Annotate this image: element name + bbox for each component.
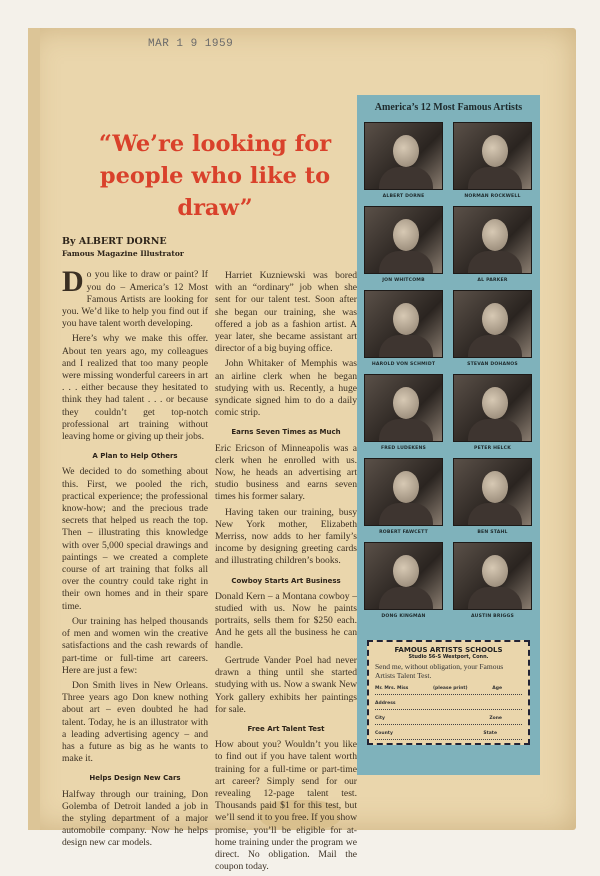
- artist-name: JON WHITCOMB: [382, 278, 425, 283]
- paragraph: Our training has helped thousands of men and women win the creative satisfactions and the cash rewards of part-time or full-time art careers. Here are just a few:: [62, 615, 208, 676]
- artist-card: [364, 542, 443, 621]
- subheading: Helps Design New Cars: [89, 774, 181, 783]
- artist-card: [453, 458, 532, 537]
- spine-edge: [28, 28, 40, 830]
- coupon-address: Studio 56-S Westport, Conn.: [408, 654, 489, 660]
- artist-photo: [364, 458, 443, 526]
- artist-photo: [453, 374, 532, 442]
- subheading: Free Art Talent Test: [247, 724, 325, 733]
- article-column-1: [62, 236, 208, 853]
- artist-photo: [364, 374, 443, 442]
- artist-photo-grid: [364, 122, 534, 621]
- byline: By ALBERT DORNE: [62, 236, 167, 247]
- name-field[interactable]: Mr. Mrs. Miss (please print) Age: [375, 686, 522, 695]
- paragraph: How about you? Wouldn’t you like to find out if you have talent worth training for a full-time or part-time art career? Simply send for our revealing 12-page talent test. Thousands paid $1 for this test, but we’ll send it to you free. If you show promise, you’ll be eligible for at-home training under the program we direct. No obligation. Mail the coupon today.: [215, 739, 358, 873]
- date-stamp: MAR 1 9 1959: [148, 38, 234, 50]
- artist-card: [364, 374, 443, 453]
- paragraph: Harriet Kuzniewski was bored with an “ordinary” job when she sent for our talent test. Soon after she began our training, she was offered a job as a fashion artist. A year later, she became assistant art director of a big buying office.: [215, 270, 357, 355]
- paragraph: Here’s why we make this offer. About ten years ago, my colleagues and I realized that too many people were missing wonderful careers in art . . . either because they hesitated to think they had talent . . . or because they couldn’t get top-notch professional art training without leaving home or giving up their jobs.: [62, 333, 208, 443]
- article-column-2: [215, 270, 357, 876]
- paragraph: Donald Kern – a Montana cowboy – studied with us. Now he paints portraits, sells them for $250 each. And he gets all the business he can handle.: [215, 590, 357, 651]
- subheading: Cowboy Starts Art Business: [231, 576, 341, 585]
- coupon-body: Send me, without obligation, your Famous Artists Talent Test.: [375, 662, 504, 680]
- artist-name: ROBERT FAWCETT: [379, 530, 428, 535]
- artist-photo: [453, 458, 532, 526]
- artist-photo: [364, 290, 443, 358]
- mail-in-coupon[interactable]: [367, 640, 530, 745]
- artist-card: [453, 206, 532, 285]
- paragraph: Do you like to draw or paint? If you do – America’s 12 Most Famous Artists are looking for you. We’d like to help you find out if you have talent worth developing.: [62, 265, 208, 330]
- county-field[interactable]: County State: [375, 731, 522, 740]
- address-field[interactable]: Address: [375, 701, 522, 710]
- paragraph: Don Smith lives in New Orleans. Three years ago Don knew nothing about art – even doubted he had talent. Today, he is an illustrator with a leading advertising agency – and has a future as big as he wants to make it.: [62, 679, 208, 765]
- artist-name: HAROLD VON SCHMIDT: [371, 362, 436, 367]
- artists-panel: [357, 95, 540, 775]
- artist-card: [453, 122, 532, 201]
- artist-card: [364, 290, 443, 369]
- paragraph: Halfway through our training, Don Golemba of Detroit landed a job in the styling department of a major automobile company. Now he helps design new car models.: [62, 788, 208, 849]
- artist-photo: [364, 542, 443, 610]
- artist-name: DONG KINGMAN: [381, 614, 426, 619]
- artist-card: [453, 374, 532, 453]
- drop-cap: D: [62, 265, 84, 299]
- paragraph: Gertrude Vander Poel had never drawn a thing until she started studying with us. Now a swank New York gallery exhibits her paintings for sale.: [215, 654, 357, 715]
- artist-card: [453, 542, 532, 621]
- artist-name: BEN STAHL: [477, 530, 508, 535]
- subheading: Earns Seven Times as Much: [231, 428, 341, 437]
- artist-name: AL PARKER: [477, 278, 508, 283]
- artist-card: [453, 290, 532, 369]
- artist-photo: [453, 290, 532, 358]
- subheading: A Plan to Help Others: [92, 452, 178, 461]
- paragraph: We decided to do something about this. First, we pooled the rich, practical experience; the professional know-how; and the precious trade secrets that helped us reach the top. Then – illustrating this knowledge with over 5,000 special drawings and paintings – we created a complete course of art training that folks all over the country could take right in their own homes and in their spare time.: [62, 466, 208, 612]
- artist-photo: [364, 122, 443, 190]
- artist-name: NORMAN ROCKWELL: [464, 194, 521, 199]
- artist-card: [364, 458, 443, 537]
- artist-card: [364, 206, 443, 285]
- artist-photo: [453, 542, 532, 610]
- artist-card: [364, 122, 443, 201]
- paragraph: Having taken our training, busy New York mother, Elizabeth Merriss, now adds to her family’s income by designing greeting cards and illustrating children’s books.: [215, 506, 357, 567]
- byline-subtitle: Famous Magazine Illustrator: [62, 249, 184, 259]
- artist-name: FRED LUDEKENS: [380, 446, 427, 451]
- artist-name: ALBERT DORNE: [382, 194, 425, 199]
- paragraph: Eric Ericson of Minneapolis was a clerk when he enrolled with us. Now, he heads an advertising art studio business and earns seven times his former salary.: [215, 442, 357, 503]
- artist-photo: [453, 122, 532, 190]
- panel-title: America’s 12 Most Famous Artists: [374, 102, 523, 113]
- artist-photo: [453, 206, 532, 274]
- paragraph: John Whitaker of Memphis was an airline clerk when he began studying with us. Recently, a huge syndicate signed him to do a daily comic strip.: [215, 358, 357, 419]
- city-field[interactable]: City Zone: [375, 716, 522, 725]
- artist-name: PETER HELCK: [474, 446, 511, 451]
- artist-photo: [364, 206, 443, 274]
- artist-name: STEVAN DOHANOS: [467, 362, 518, 367]
- artist-name: AUSTIN BRIGGS: [471, 614, 514, 619]
- coupon-title: FAMOUS ARTISTS SCHOOLS: [394, 646, 503, 654]
- headline: “We’re looking for people who like to draw”: [98, 131, 332, 221]
